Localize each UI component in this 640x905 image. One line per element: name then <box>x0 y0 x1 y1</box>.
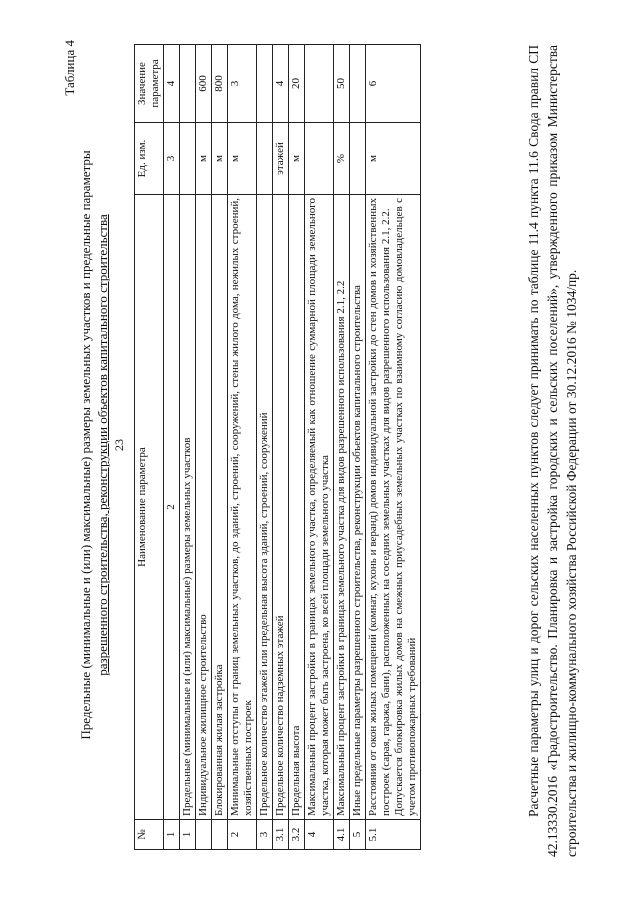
row-parameter-name <box>366 195 421 820</box>
table-row <box>350 45 366 850</box>
footnote-text: Расчетные параметры улиц и дорог сельских населенных пунктов следует принимать по таблице 11.4 пункта 11.6 Свода правил СП 42.13330.2016 «Градостроительство. Планировка и застройка городских и сельских поселений», утвержденного приказом Министерства строительства и жилищно-коммунального хозяйства Российской Федерации от 30.12.2016 № 1034/пр. <box>526 45 579 857</box>
footnote-paragraph <box>524 45 581 857</box>
col-number-3: 3 <box>164 123 180 195</box>
row-parameter-name: Блокированная жилая застройка <box>212 195 228 820</box>
row-parameter-name: Максимальный процент застройки в границах земельного участка для видов разрешенного использования 2.1, 2.2 <box>334 195 350 820</box>
col-number-2: 2 <box>164 195 180 820</box>
row-parameter-text: Расстояния от окон жилых помещений (комнат, кухонь и веранд) домов индивидуальной застройки до стен домов и хозяйственных построек (сарая, гаража, бани), расположенных на соседних земельных участках для видов разрешенного использования 2.1, 2.2. <box>367 198 392 816</box>
row-parameter-name: Предельные (минимальные и (или) максимальные) размеры земельных участков <box>180 195 196 820</box>
table-row <box>366 45 421 850</box>
row-unit: % <box>334 123 350 195</box>
row-number <box>196 820 212 850</box>
row-value: 20 <box>289 45 305 123</box>
col-number-1: 1 <box>164 820 180 850</box>
row-number: 4 <box>305 820 334 850</box>
row-value <box>180 45 196 123</box>
row-parameter-name: Иные предельные параметры разрешенного строительства, реконструкции объектов капитального строительства <box>350 195 366 820</box>
col-number-4: 4 <box>164 45 180 123</box>
title-line-2: разрешенного строительства, реконструкции объектов капитального строительства <box>95 214 110 676</box>
table-row <box>305 45 334 850</box>
row-unit <box>257 123 273 195</box>
row-unit: м <box>366 123 421 195</box>
header-number: № <box>135 820 164 850</box>
row-number: 3.2 <box>289 820 305 850</box>
row-value: 800 <box>212 45 228 123</box>
row-unit <box>305 123 334 195</box>
row-parameter-name: Предельное количество надземных этажей <box>273 195 289 820</box>
row-value <box>350 45 366 123</box>
row-unit: м <box>289 123 305 195</box>
header-parameter-name: Наименование параметра <box>135 195 164 820</box>
row-unit: м <box>228 123 257 195</box>
row-number: 4.1 <box>334 820 350 850</box>
header-unit: Ед. изм. <box>135 123 164 195</box>
table-row <box>334 45 350 850</box>
row-parameter-name: Предельная высота <box>289 195 305 820</box>
table-row <box>212 45 228 850</box>
row-number: 5.1 <box>366 820 421 850</box>
table-row <box>273 45 289 850</box>
row-number: 3 <box>257 820 273 850</box>
row-unit <box>350 123 366 195</box>
row-number: 3.1 <box>273 820 289 850</box>
row-unit: м <box>212 123 228 195</box>
row-parameter-name: Предельное количество этажей или предельная высота зданий, строений, сооружений <box>257 195 273 820</box>
table-title <box>77 45 111 845</box>
row-parameter-name: Минимальные отступы от границ земельных участков, до зданий, строений, сооружений, стены жилого дома, нежилых строений, хозяйственных построек <box>228 195 257 820</box>
row-value <box>257 45 273 123</box>
row-number <box>212 820 228 850</box>
row-number: 1 <box>180 820 196 850</box>
row-parameter-text-extra: Допускается блокировка жилых домов на смежных приусадебных земельных участках по взаимному согласию домовладельцев с учетом противопожарных требований <box>393 198 418 816</box>
table-row <box>289 45 305 850</box>
table-label: Таблица 4 <box>62 40 77 96</box>
row-value: 50 <box>334 45 350 123</box>
table-row <box>228 45 257 850</box>
row-number: 2 <box>228 820 257 850</box>
row-value: 4 <box>273 45 289 123</box>
row-unit <box>180 123 196 195</box>
row-value <box>305 45 334 123</box>
table-row <box>196 45 212 850</box>
row-parameter-name: Индивидуальное жилищное строительство <box>196 195 212 820</box>
parameters-table <box>134 44 421 850</box>
table-row <box>180 45 196 850</box>
row-unit: этажей <box>273 123 289 195</box>
page-number: 23 <box>112 439 126 451</box>
row-parameter-name: Максимальный процент застройки в границах земельного участка, определяемый как отношение суммарной площади земельного участка, которая может быть застроена, ко всей площади земельного участка <box>305 195 334 820</box>
title-line-1: Предельные (минимальные и (или) максимальные) размеры земельных участков и предельные параметры <box>78 150 93 740</box>
header-value: Значение параметра <box>135 45 164 123</box>
row-value: 6 <box>366 45 421 123</box>
row-unit: м <box>196 123 212 195</box>
column-number-row <box>164 45 180 850</box>
row-value: 3 <box>228 45 257 123</box>
table-header-row <box>135 45 164 850</box>
row-number: 5 <box>350 820 366 850</box>
table-row <box>257 45 273 850</box>
row-value: 600 <box>196 45 212 123</box>
